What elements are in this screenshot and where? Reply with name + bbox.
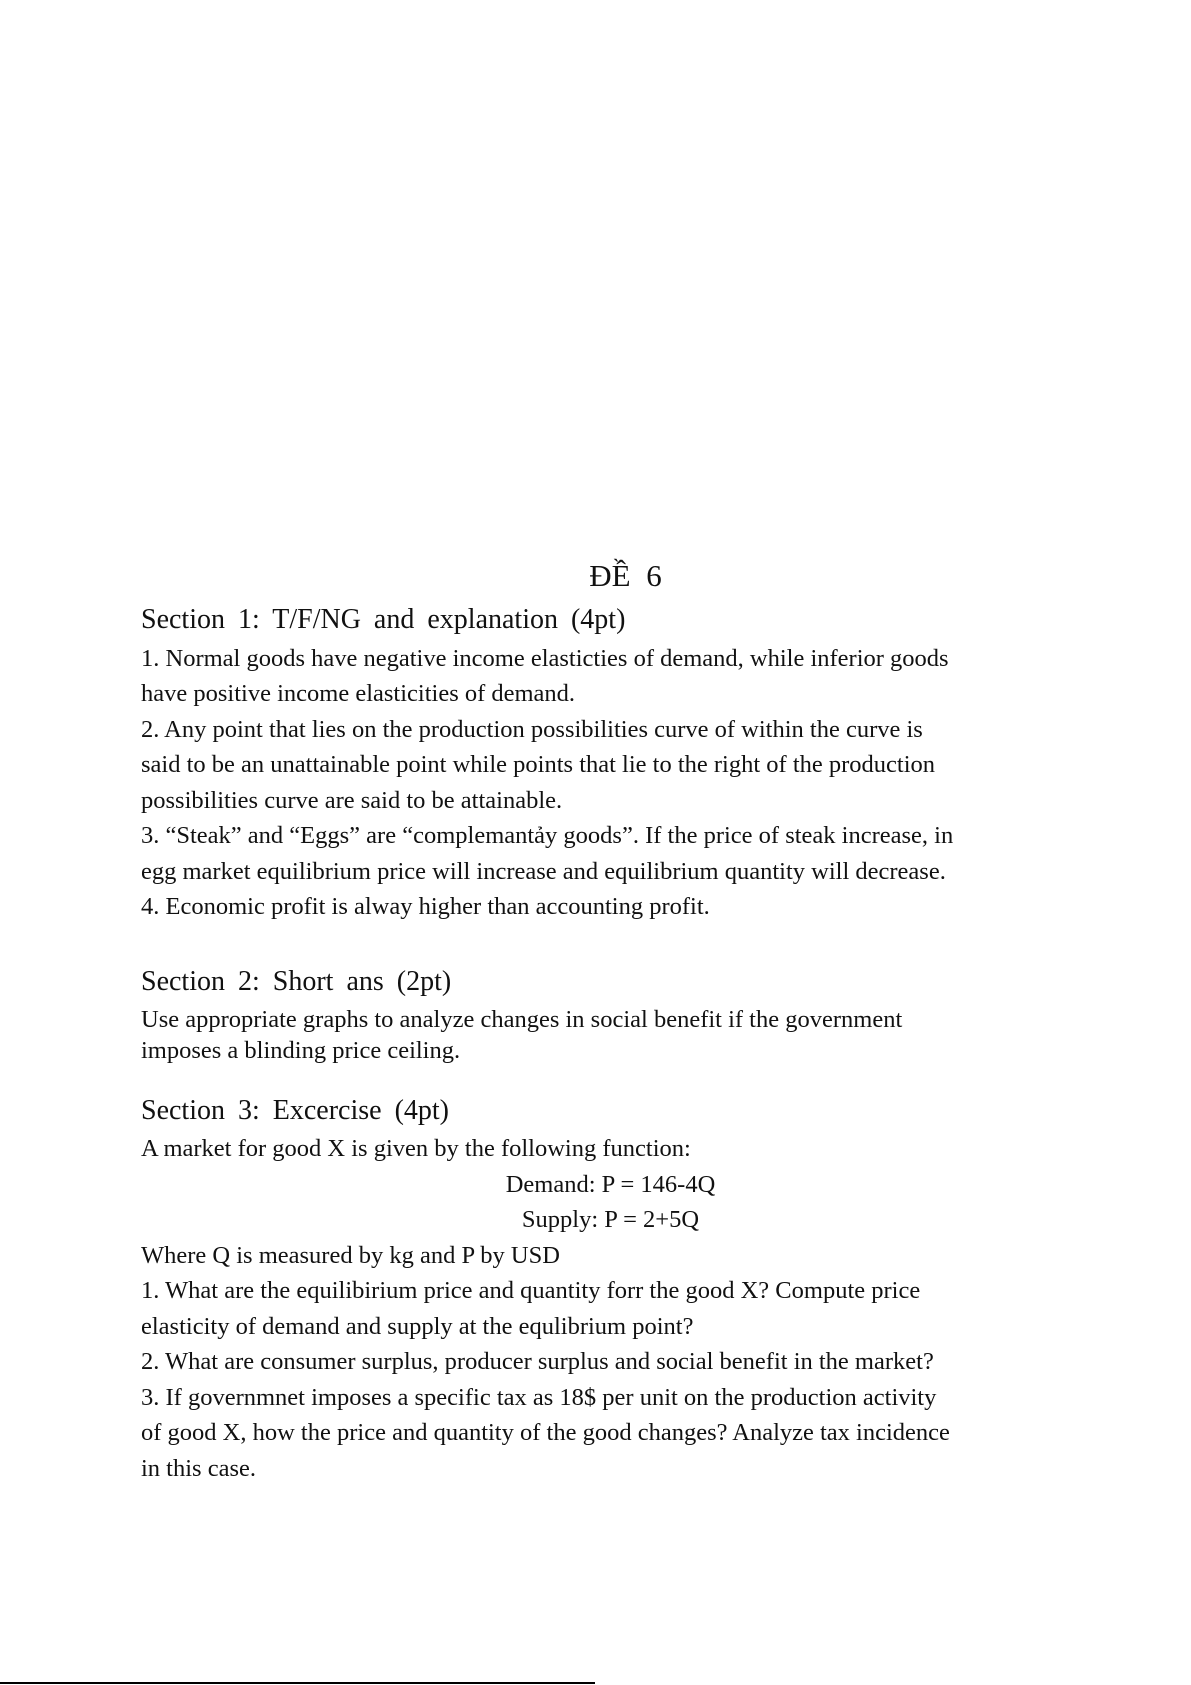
section-3-line: in this case. — [141, 1455, 256, 1482]
section-3-line: 1. What are the equilibirium price and quantity forr the good X? Compute price — [141, 1277, 921, 1304]
section-1-line: 2. Any point that lies on the production possibilities curve of within the curve is — [141, 716, 923, 743]
demand-equation: Demand: P = 146-4Q — [505, 1171, 716, 1198]
section-1-line: 4. Economic profit is alway higher than accounting profit. — [141, 893, 710, 920]
footnote-divider — [0, 1682, 595, 1684]
section-3-line: 2. What are consumer surplus, producer surplus and social benefit in the market? — [141, 1348, 934, 1375]
section-3-line: elasticity of demand and supply at the equlibrium point? — [141, 1313, 694, 1340]
section-3-line: Where Q is measured by kg and P by USD — [141, 1242, 560, 1269]
supply-equation: Supply: P = 2+5Q — [521, 1206, 700, 1233]
section-2-line: Use appropriate graphs to analyze changes in social benefit if the government — [141, 1006, 903, 1033]
exam-title: ĐỀ 6 — [589, 558, 662, 593]
section-1-line: 3. “Steak” and “Eggs” are “complemantảy goods”. If the price of steak increase, in — [141, 822, 954, 849]
section-1-line: egg market equilibrium price will increase and equilibrium quantity will decrease. — [141, 858, 946, 885]
section-3-line: 3. If governmnet imposes a specific tax as 18$ per unit on the production activity — [141, 1384, 937, 1411]
section-2-heading: Section 2: Short ans (2pt) — [141, 966, 452, 997]
section-3-heading: Section 3: Excercise (4pt) — [141, 1095, 450, 1126]
section-1-line: possibilities curve are said to be attainable. — [141, 787, 563, 814]
section-3-intro: A market for good X is given by the following function: — [141, 1135, 691, 1162]
section-2-line: imposes a blinding price ceiling. — [141, 1037, 461, 1064]
section-3-line: of good X, how the price and quantity of the good changes? Analyze tax incidence — [141, 1419, 950, 1446]
section-1-line: said to be an unattainable point while points that lie to the right of the production — [141, 751, 936, 778]
section-1-line: have positive income elasticities of demand. — [141, 680, 576, 707]
section-1-line: 1. Normal goods have negative income elasticties of demand, while inferior goods — [141, 645, 949, 672]
section-1-heading: Section 1: T/F/NG and explanation (4pt) — [141, 604, 626, 635]
